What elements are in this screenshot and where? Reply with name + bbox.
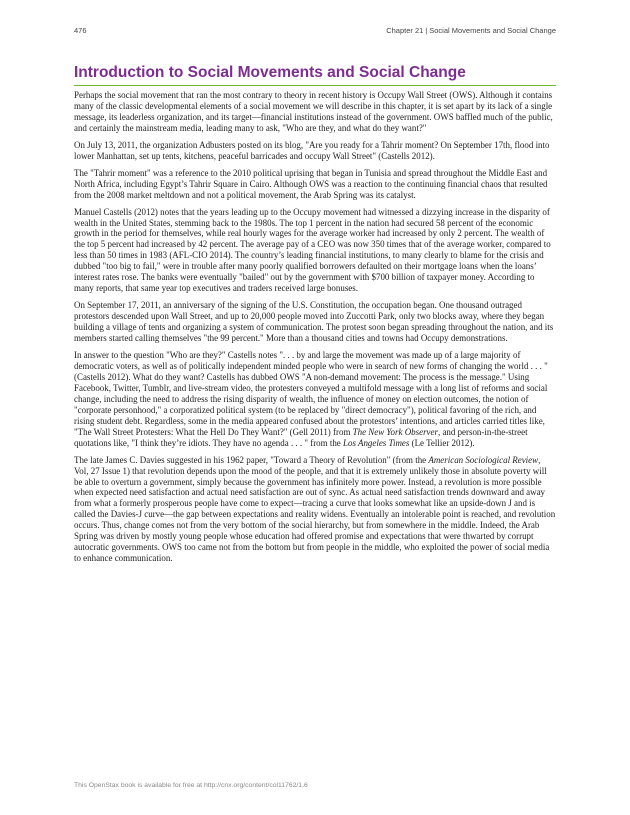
body-paragraph — [74, 90, 556, 134]
chapter-heading — [386, 26, 556, 35]
paragraph-text: The "Tahrir moment" was a reference to the 2010 political uprising that began in Tunisia and spread throughout the Middle East and North Africa, including Egypt’s Tahrir Square in Cairo. Although OWS was a reaction to the continuing financial chaos that resulted from the 2008 market meltdown and not a political movement, the Arab Spring was its catalyst. — [74, 167, 548, 200]
paragraph-text: In answer to the question "Who are they?" Castells notes ". . . by and large the movement was made up of a large majority of democratic voters, as well as of politically independent minded people who were in search of new forms of changing the world . . . " (Castells 2012). What do they want? Castells has dubbed OWS "A non-demand movement: The process is the message." Using Facebook, Twitter, Tumblr, and live-stream video, the protesters conveyed a multifold message with a long list of reforms and social change, including the need to address the rising disparity of wealth, the influence of money on election outcomes, the notion of "corporate personhood," a corporatized political system (to be replaced by "direct democracy"), political favoring of the rich, and rising student debt. Regardless, some in the media appeared confused about the protestors’ intentions, and articles carried titles like, "The Wall Street Protesters: What the Hell Do They Want?" (Gell 2011) from — [74, 350, 548, 437]
body-paragraph — [74, 168, 556, 201]
paragraph-text: (Le Tellier 2012). — [409, 437, 475, 448]
body-paragraph — [74, 140, 556, 162]
italic-citation: The New York Observer — [352, 426, 438, 437]
paragraph-text: Manuel Castells (2012) notes that the years leading up to the Occupy movement had witnessed a dizzying increase in the disparity of wealth in the United States, stemming back to the 1980s. The top 1 percent in the nation had secured 58 percent of the economic growth in the period for themselves, while real hourly wages for the average worker had increased by only 2 percent. The wealth of the top 5 percent had increased by 42 percent. The average pay of a CEO was now 350 times that of the average worker, compared to less than 50 times in 1983 (AFL-CIO 2014). The country’s leading financial institutions, to many clearly to blame for the crisis and dubbed "too big to fail," were in trouble after many poorly qualified borrowers defaulted on their mortgage loans when the loans’ interest rates rose. The banks were eventually "bailed" out by the government with $700 billion of taxpayer money. According to many reports, that same year top executives and traders received large bonuses. — [74, 206, 551, 294]
paragraph-text: Perhaps the social movement that ran the most contrary to theory in recent history is Occupy Wall Street (OWS). Although it contains many of the classic developmental elements of a social movement we will describe in this chapter, it is set apart by its lack of a single message, its leaderless organization, and its target—financial institutions instead of the government. OWS baffled much of the public, and certainly the mainstream media, leading many to ask, "Who are they, and what do they want?" — [74, 90, 553, 133]
paragraph-text: The late James C. Davies suggested in his 1962 paper, "Toward a Theory of Revolution" (from the — [74, 454, 429, 465]
chapter-title: Social Movements and Social Change — [429, 26, 556, 35]
page-footer: This OpenStax book is available for free at http://cnx.org/content/col11762/1.6 — [74, 782, 308, 789]
italic-citation: Los Angeles Times — [343, 437, 410, 448]
section-body — [74, 90, 556, 570]
body-paragraph — [74, 300, 556, 344]
paragraph-text: , and person-in-the-street quotations like, "I think they’re idiots. They have no agenda . . . " from the — [74, 426, 528, 448]
page-header — [74, 26, 556, 38]
body-paragraph — [74, 350, 556, 449]
page-number: 476 — [74, 26, 87, 35]
paragraph-text: On September 17, 2011, an anniversary of the signing of the U.S. Constitution, the occupation began. One thousand outraged protestors descended upon Wall Street, and up to 20,000 people moved into Zuccotti Park, only two blocks away, where they began building a village of tents and organizing a system of communication. The protest soon began spreading throughout the nation, and its members started calling themselves "the 99 percent." More than a thousand cities and towns had Occupy demonstrations. — [74, 300, 554, 344]
body-paragraph — [74, 207, 556, 295]
paragraph-text: , Vol, 27 Issue 1) that revolution depends upon the mood of the people, and that it is extremely unlikely those in absolute poverty will be able to overturn a government, simply because the government has infinitely more power. Instead, a revolution is more possible when expected need satisfaction and actual need satisfaction are out of sync. As actual need satisfaction trends downward and away from what a formerly prosperous people have come to expect—tracing a curve that looks somewhat like an upside-down J and is called the Davies-J curve—the gap between expectations and reality widens. Eventually an intolerable point is reached, and revolution occurs. Thus, change comes not from the very bottom of the social hierarchy, but from somewhere in the middle. Indeed, the Arab Spring was driven by mostly young people whose education had offered promise and expectations that were thwarted by corrupt autocratic governments. OWS too came not from the bottom but from people in the middle, who exploited the power of social media to enhance communication. — [74, 454, 556, 564]
italic-citation: American Sociological Review — [428, 454, 539, 465]
body-paragraph — [74, 455, 556, 565]
section-title: Introduction to Social Movements and Social Change — [74, 64, 556, 86]
chapter-label: Chapter 21 — [386, 26, 424, 35]
paragraph-text: On July 13, 2011, the organization Adbusters posted on its blog, "Are you ready for a Tahrir moment? On September 17th, flood into lower Manhattan, set up tents, kitchens, peaceful barricades and occupy Wall Street" (Castells 2012). — [74, 139, 550, 161]
chapter-separator: | — [425, 26, 428, 35]
